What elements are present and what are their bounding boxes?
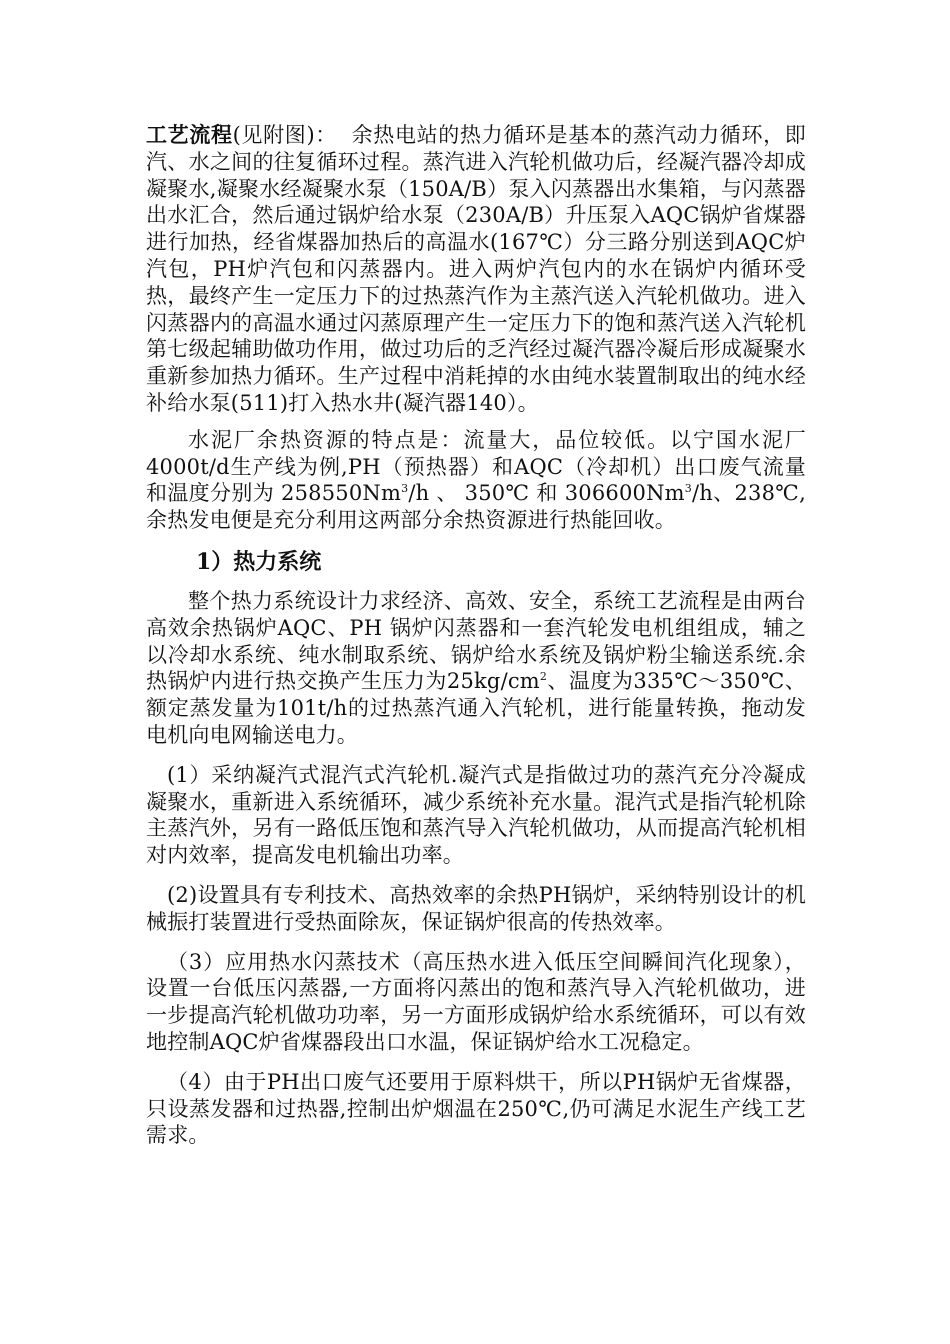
thermal-system-heading: 1）热力系统 <box>196 548 322 575</box>
resource-text-b: /h 、 350℃ 和 306600Nm <box>408 481 685 506</box>
process-flow-label-suffix: (见附图)： <box>232 123 337 147</box>
resource-text-a: 水泥厂余热资源的特点是：流量大，品位较低。以宁国水泥厂4000t/d生产线为例,PH（预热器）和AQC（冷却机）出口废气流量和温度分别为 258550Nm <box>146 427 806 506</box>
thermal-text-a: 整个热力系统设计力求经济、高效、安全，系统工艺流程是由两台高效余热锅炉AQC、PH 锅炉闪蒸器和一套汽轮发电机组组成，辅之以冷却水系统、纯水制取系统、锅炉给水系统及锅炉粉尘输送系统.余热锅炉内进行热交换产生压力为25kg/cm <box>146 588 806 694</box>
resource-sup-b: 3 <box>684 482 692 496</box>
thermal-text-b: 、温度为335℃～350℃、额定蒸发量为101t/h的过热蒸汽通入汽轮机，进行能量转换，拖动发电机向电网输送电力。 <box>146 669 806 747</box>
resource-sup-a: 3 <box>401 482 409 496</box>
process-flow-label: 工艺流程 <box>146 122 233 147</box>
thermal-system-paragraph <box>146 588 806 749</box>
waste-heat-resource-paragraph <box>146 427 806 534</box>
list-item-1: (1）采纳凝汽式混汽式汽轮机.凝汽式是指做过功的蒸汽充分冷凝成凝聚水，重新进入系统循环，减少系统补充水量。混汽式是指汽轮机除主蒸汽外，另有一路低压饱和蒸汽导入汽轮机做功，从而提高汽轮机相对内效率，提高发电机输出功率。 <box>146 762 806 868</box>
list-item-4: （4）由于PH出口废气还要用于原料烘干，所以PH锅炉无省煤器，只设蒸发器和过热器,控制出炉烟温在250℃,仍可满足水泥生产线工艺需求。 <box>146 1069 806 1148</box>
list-item-2: (2)设置具有专利技术、高热效率的余热PH锅炉，采纳特别设计的机械振打装置进行受热面除灰，保证锅炉很高的传热效率。 <box>146 882 806 934</box>
list-item-3: （3）应用热水闪蒸技术（高压热水进入低压空间瞬间汽化现象），设置一台低压闪蒸器,一方面将闪蒸出的饱和蒸汽导入汽轮机做功，进一步提高汽轮机做功功率，另一方面形成锅炉给水系统循环，可以有效地控制AQC炉省煤器段出口水温，保证锅炉给水工况稳定。 <box>146 949 806 1054</box>
document-page <box>146 122 806 1149</box>
resource-text-c: /h、238℃,余热发电便是充分利用这两部分余热资源进行热能回收。 <box>146 481 806 533</box>
thermal-sup: 2 <box>539 670 548 684</box>
process-flow-paragraph <box>146 122 806 417</box>
process-flow-text: 余热电站的热力循环是基本的蒸汽动力循环，即汽、水之间的往复循环过程。蒸汽进入汽轮机做功后，经凝汽器冷却成凝聚水,凝聚水经凝聚水泵（150A/B）泵入闪蒸器出水集箱，与闪蒸器出水汇合，然后通过锅炉给水泵（230A/B）升压泵入AQC锅炉省煤器进行加热，经省煤器加热后的高温水(167℃）分三路分别送到AQC炉汽包，PH炉汽包和闪蒸器内。进入两炉汽包内的水在锅炉内循环受热，最终产生一定压力下的过热蒸汽作为主蒸汽送入汽轮机做功。进入闪蒸器内的高温水通过闪蒸原理产生一定压力下的饱和蒸汽送入汽轮机第七级起辅助做功作用，做过功后的乏汽经过凝汽器冷凝后形成凝聚水重新参加热力循环。生产过程中消耗掉的水由纯水装置制取出的纯水经补给水泵(511)打入热水井(凝汽器140）。 <box>146 123 806 415</box>
